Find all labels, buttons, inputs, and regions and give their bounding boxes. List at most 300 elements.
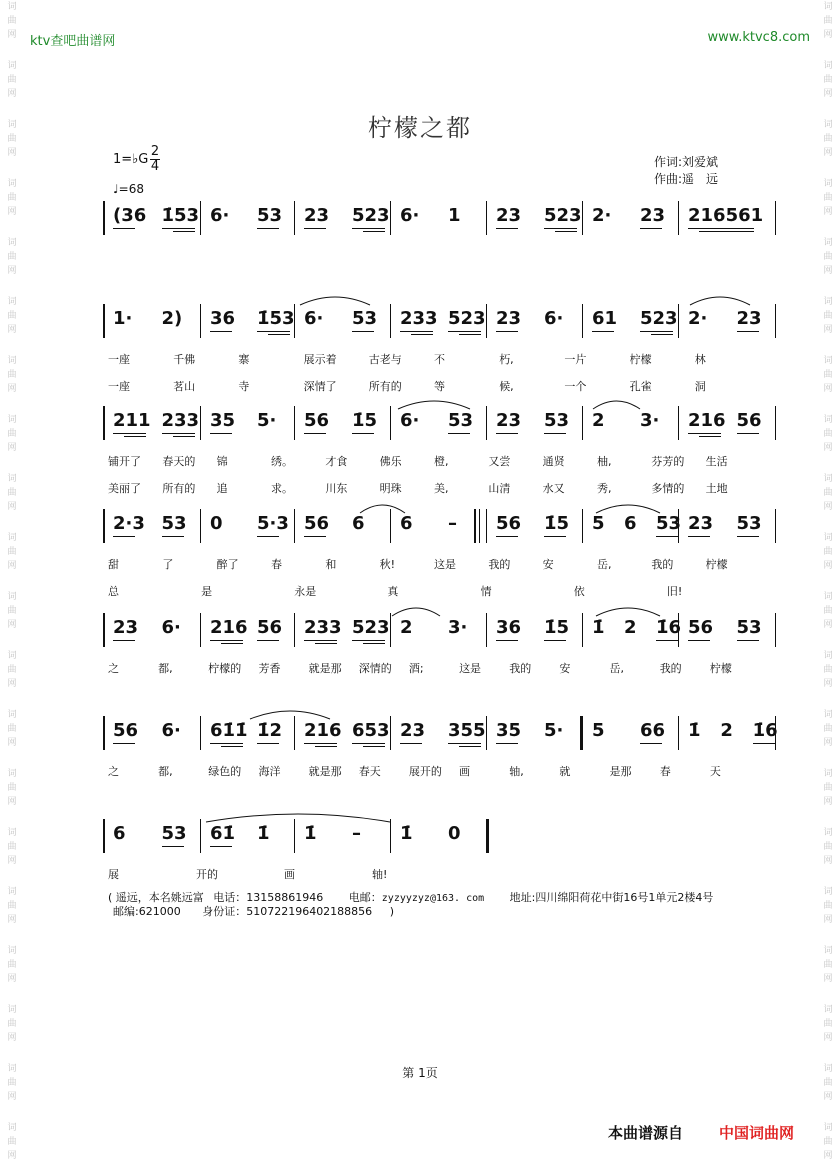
watermark-char: 曲: [823, 783, 833, 793]
note-group: 523: [352, 205, 390, 226]
note-group: 523: [448, 308, 486, 329]
note-beam-secondary: [315, 643, 337, 644]
watermark-char: 网: [7, 974, 17, 984]
note-group: 1̇: [400, 823, 413, 844]
note-beam: [496, 536, 518, 537]
watermark-char: 曲: [7, 193, 17, 203]
lyric-verse-1: 锦: [216, 455, 228, 468]
note-beam: [496, 433, 518, 434]
lyric-verse-1: 一座: [108, 353, 130, 366]
lyric-verse-1: 这是: [434, 558, 456, 571]
watermark-char: 网: [823, 679, 833, 689]
note-beam: [448, 433, 470, 434]
watermark-char: 网: [7, 266, 17, 276]
watermark-char: 词: [823, 120, 833, 130]
note-beam: [352, 743, 385, 744]
note-beam: [113, 228, 135, 229]
note-beam-secondary: [411, 334, 433, 335]
contact-id: 身份证：510722196402188856: [202, 905, 373, 918]
source-site-link[interactable]: 中国词曲网: [719, 1124, 795, 1142]
barline: [103, 304, 105, 338]
watermark-char: 曲: [7, 606, 17, 616]
lyric-verse-2: 追: [216, 482, 228, 495]
note-beam: [496, 640, 518, 641]
lyric-verse-1: 安: [559, 662, 571, 675]
barline: [390, 613, 391, 647]
lyric-verse-1: 我的: [659, 662, 682, 675]
lyric-verse-1: 才食: [325, 455, 348, 468]
note-beam: [210, 640, 243, 641]
lyric-verse-2: 美丽了: [108, 482, 141, 495]
watermark-char: 词: [823, 61, 833, 71]
barline: [486, 509, 487, 543]
note-group: 1̇5: [544, 513, 570, 534]
barline: [775, 406, 776, 440]
watermark-char: 曲: [7, 901, 17, 911]
note-beam: [210, 331, 232, 332]
lyric-verse-1: 是那: [609, 765, 632, 778]
contact-close-paren: ): [389, 905, 394, 918]
note-beam-secondary: [363, 231, 385, 232]
lyric-verse-2: 旧!: [666, 585, 683, 598]
lyric-verse-1: 海洋: [258, 765, 281, 778]
note-group: 3·: [640, 410, 660, 431]
note-group: 6·: [161, 720, 181, 741]
note-beam: [257, 331, 290, 332]
note-group: 6·: [210, 205, 230, 226]
note-group: 35: [496, 720, 522, 741]
watermark-char: 曲: [823, 724, 833, 734]
lyric-verse-1: 之: [108, 765, 119, 778]
watermark-char: 词: [7, 533, 17, 543]
lyric-verse-1: 这是: [459, 662, 482, 675]
note-beam: [400, 743, 422, 744]
lyric-verse-1: 芬芳的: [651, 455, 685, 468]
slur-mark: [250, 707, 330, 721]
note-group: 6·: [304, 308, 324, 329]
lyric-verse-2: 明珠: [379, 482, 402, 495]
lyric-verse-1: 一片: [564, 353, 587, 366]
lyric-verse-2: 深情了: [303, 380, 337, 393]
note-beam: [496, 331, 518, 332]
barline: [294, 201, 295, 235]
note-group: 53: [257, 205, 283, 226]
lyric-verse-2: 总: [108, 585, 119, 598]
barline: [103, 819, 105, 853]
note-group: 61̇1̇: [210, 720, 248, 741]
lyric-verse-1: 千佛: [173, 353, 196, 366]
barline: [200, 406, 201, 440]
note-beam: [257, 536, 279, 537]
note-beam: [210, 743, 243, 744]
watermark-char: 曲: [7, 1137, 17, 1147]
note-group: 1: [448, 205, 461, 226]
watermark-char: 网: [823, 207, 833, 217]
note-group: 23: [688, 513, 714, 534]
watermark-char: 词: [7, 1123, 17, 1133]
note-group: 5: [592, 513, 605, 534]
note-beam: [400, 331, 433, 332]
note-group: 53: [161, 513, 187, 534]
watermark-char: 曲: [823, 1137, 833, 1147]
contact-address: 地址:四川绵阳荷花中街16号1单元2楼4号: [509, 891, 714, 904]
watermark-char: 曲: [7, 724, 17, 734]
lyric-verse-1: 轴!: [372, 868, 388, 881]
lyric-verse-1: 柚,: [597, 455, 612, 468]
watermark-char: 曲: [7, 75, 17, 85]
watermark-char: 词: [823, 179, 833, 189]
lyric-verse-1: 寨: [238, 353, 250, 366]
lyric-verse-1: 酒;: [408, 662, 424, 675]
note-beam: [640, 743, 662, 744]
watermark-char: 网: [7, 207, 17, 217]
tempo-marking: ♩=68: [113, 182, 144, 196]
lyric-verse-2: 秀,: [597, 482, 612, 495]
watermark-char: 网: [823, 856, 833, 866]
note-beam: [448, 331, 481, 332]
watermark-char: 词: [7, 1005, 17, 1015]
barline: [775, 201, 776, 235]
note-beam-secondary: [699, 231, 754, 232]
note-beam-secondary: [221, 643, 243, 644]
note-group: 1̇: [592, 617, 605, 638]
watermark-char: 词: [823, 828, 833, 838]
note-group: 653: [352, 720, 390, 741]
watermark-char: 网: [7, 856, 17, 866]
watermark-char: 曲: [7, 311, 17, 321]
watermark-char: 曲: [823, 134, 833, 144]
lyric-verse-1: 铺开了: [108, 455, 141, 468]
lyric-verse-2: 洞: [694, 380, 706, 393]
watermark-char: 网: [7, 1033, 17, 1043]
note-group: 1̇6: [752, 720, 778, 741]
contact-postcode: 邮编:621000: [113, 905, 181, 918]
note-group: 233: [304, 617, 342, 638]
note-beam-secondary: [699, 436, 721, 437]
watermark-char: 词: [823, 356, 833, 366]
note-beam: [257, 640, 279, 641]
watermark-char: 曲: [823, 75, 833, 85]
watermark-char: 曲: [7, 1078, 17, 1088]
watermark-char: 曲: [823, 16, 833, 26]
note-group: 5·: [257, 410, 277, 431]
lyric-verse-1: 醉了: [216, 558, 239, 571]
note-beam-secondary: [459, 334, 481, 335]
note-group: 23: [400, 720, 426, 741]
note-beam: [304, 640, 337, 641]
lyric-verse-1: 柠檬: [705, 558, 728, 571]
lyric-verse-2: 情: [480, 585, 492, 598]
lyric-verse-1: 甜: [108, 558, 119, 571]
watermark-char: 曲: [823, 193, 833, 203]
barline: [294, 613, 295, 647]
barline: [582, 716, 583, 750]
watermark-char: 词: [823, 415, 833, 425]
note-beam: [496, 743, 518, 744]
barline: [390, 819, 391, 853]
note-beam: [737, 331, 759, 332]
note-beam: [656, 536, 678, 537]
watermark-char: 网: [823, 974, 833, 984]
note-group: 56: [688, 617, 714, 638]
repeat-barline: [474, 509, 476, 543]
note-group: 53: [544, 410, 570, 431]
barline: [103, 201, 105, 235]
note-group: 6·: [400, 410, 420, 431]
barline: [775, 613, 776, 647]
watermark-char: 曲: [7, 783, 17, 793]
note-beam-secondary: [651, 334, 673, 335]
note-beam: [162, 433, 195, 434]
note-group: 66: [640, 720, 666, 741]
note-group: 61̇: [210, 823, 236, 844]
contact-phone: 电话：13158861946: [213, 891, 324, 904]
song-title: 柠檬之都: [368, 114, 472, 142]
watermark-char: 网: [7, 915, 17, 925]
note-group: 56: [304, 513, 330, 534]
lyric-verse-2: 真: [387, 585, 399, 598]
time-signature: [150, 145, 160, 174]
note-group: 2·3: [113, 513, 145, 534]
barline: [678, 406, 679, 440]
note-group: 3·: [448, 617, 468, 638]
barline: [486, 304, 487, 338]
watermark-char: 词: [7, 179, 17, 189]
barline: [390, 201, 391, 235]
watermark-char: 曲: [7, 960, 17, 970]
note-group: 2: [592, 410, 605, 431]
note-beam: [737, 433, 759, 434]
barline: [200, 201, 201, 235]
watermark-char: 词: [7, 946, 17, 956]
note-group: 5·3: [257, 513, 289, 534]
note-group: –: [352, 823, 361, 844]
lyric-verse-2: 土地: [705, 482, 728, 495]
note-beam-secondary: [268, 334, 290, 335]
note-group: 36: [496, 617, 522, 638]
note-beam: [640, 331, 673, 332]
watermark-char: 网: [7, 1151, 17, 1161]
watermark-char: 词: [823, 887, 833, 897]
lyric-verse-1: 柠檬的: [208, 662, 242, 675]
watermark-char: 网: [823, 738, 833, 748]
note-group: 233: [400, 308, 438, 329]
barline: [294, 819, 295, 853]
note-group: 1̇: [688, 720, 701, 741]
lyric-verse-1: 就: [559, 765, 571, 778]
note-group: 23: [640, 205, 666, 226]
watermark-char: 词: [823, 769, 833, 779]
barline: [103, 406, 105, 440]
note-group: 1̇53: [257, 308, 295, 329]
lyric-verse-1: 春天: [358, 765, 381, 778]
note-group: 1̇: [304, 823, 317, 844]
note-beam: [257, 228, 279, 229]
slur-mark: [360, 501, 405, 515]
watermark-char: 网: [7, 797, 17, 807]
watermark-char: 词: [823, 238, 833, 248]
lyric-verse-2: 山清: [488, 482, 511, 495]
watermark-char: 曲: [823, 252, 833, 262]
barline: [294, 406, 295, 440]
watermark-char: 网: [823, 1033, 833, 1043]
barline: [103, 613, 105, 647]
note-beam: [656, 640, 678, 641]
note-beam-secondary: [221, 746, 243, 747]
time-signature-top: 2: [150, 144, 160, 159]
barline: [582, 304, 583, 338]
slur-mark: [392, 604, 440, 618]
lyric-verse-2: 一座: [108, 380, 130, 393]
barline: [103, 509, 105, 543]
lyric-verse-2: 永是: [294, 585, 317, 598]
watermark-char: 词: [7, 120, 17, 130]
note-group: 355: [448, 720, 486, 741]
repeat-barline: [479, 509, 480, 543]
lyric-verse-2: 美,: [434, 482, 449, 495]
lyric-verse-2: 所有的: [368, 380, 402, 393]
note-beam: [688, 433, 721, 434]
watermark-char: 网: [823, 148, 833, 158]
slur-mark: [593, 397, 640, 411]
watermark-char: 词: [7, 592, 17, 602]
watermark-char: 词: [823, 1064, 833, 1074]
note-group: 2: [624, 617, 637, 638]
lyric-verse-2: 一个: [564, 380, 587, 393]
watermark-char: 词: [823, 651, 833, 661]
note-beam-secondary: [173, 436, 195, 437]
watermark-char: 网: [823, 89, 833, 99]
note-group: 0: [210, 513, 223, 534]
repeat-barline: [580, 716, 582, 750]
note-group: 35: [210, 410, 236, 431]
barline: [775, 304, 776, 338]
lyric-verse-1: 我的: [488, 558, 511, 571]
lyric-verse-1: 春: [659, 765, 671, 778]
lyric-verse-2: 水又: [542, 482, 565, 495]
barline: [200, 509, 201, 543]
lyric-verse-2: 茗山: [173, 380, 196, 393]
note-beam: [210, 433, 232, 434]
note-group: 53: [161, 823, 187, 844]
right-watermark-strip: [820, 0, 836, 1169]
slur-mark: [596, 604, 660, 618]
watermark-char: 曲: [823, 311, 833, 321]
note-beam: [352, 331, 374, 332]
watermark-char: 词: [7, 474, 17, 484]
note-beam-secondary: [315, 746, 337, 747]
slur-mark: [206, 810, 390, 824]
note-beam: [737, 536, 759, 537]
contact-email-label: 电邮：: [348, 891, 382, 904]
note-beam: [544, 536, 566, 537]
watermark-char: 曲: [823, 488, 833, 498]
note-beam: [113, 640, 135, 641]
lyric-verse-1: 了: [162, 558, 174, 571]
note-group: 2: [400, 617, 413, 638]
note-beam: [448, 743, 481, 744]
contact-name: ( 遥远，本名姚远富: [108, 891, 204, 904]
note-beam: [352, 640, 385, 641]
note-group: 23: [496, 410, 522, 431]
key-signature: 1=♭G: [113, 152, 149, 167]
note-group: 53: [352, 308, 378, 329]
lyric-verse-1: 安: [542, 558, 554, 571]
lyric-verse-1: 朽,: [499, 353, 514, 366]
note-group: 56: [257, 617, 283, 638]
watermark-char: 词: [7, 356, 17, 366]
watermark-char: 词: [7, 769, 17, 779]
watermark-char: 曲: [823, 370, 833, 380]
lyric-verse-1: 都,: [158, 662, 173, 675]
watermark-char: 词: [823, 946, 833, 956]
note-group: 6·: [544, 308, 564, 329]
lyric-verse-1: 展示着: [303, 353, 337, 366]
lyric-verse-1: 柠檬: [629, 353, 652, 366]
note-group: 1̇6: [656, 617, 682, 638]
watermark-char: 网: [7, 30, 17, 40]
lyric-verse-1: 绿色的: [208, 765, 242, 778]
lyric-verse-1: 都,: [158, 765, 173, 778]
note-group: 1̇5: [352, 410, 378, 431]
lyric-verse-1: 林: [694, 353, 706, 366]
barline: [390, 716, 391, 750]
watermark-char: 曲: [7, 134, 17, 144]
note-group: 23: [496, 308, 522, 329]
lyric-verse-2: 求。: [271, 482, 293, 495]
note-group: 53: [736, 617, 762, 638]
slur-mark: [690, 293, 750, 307]
lyric-verse-1: 之: [108, 662, 119, 675]
lyric-verse-1: 岳,: [609, 662, 625, 675]
note-group: 56: [736, 410, 762, 431]
note-group: 5·: [544, 720, 564, 741]
watermark-char: 词: [823, 1005, 833, 1015]
watermark-char: 网: [823, 1092, 833, 1102]
watermark-char: 词: [7, 651, 17, 661]
watermark-char: 网: [823, 443, 833, 453]
lyric-verse-1: 绣。: [271, 455, 293, 468]
barline: [294, 509, 295, 543]
note-group: 1̇53: [161, 205, 200, 226]
watermark-char: 曲: [823, 842, 833, 852]
barline: [200, 716, 201, 750]
lyric-verse-1: 天: [709, 765, 721, 778]
note-beam-secondary: [363, 643, 385, 644]
note-group: 6: [352, 513, 365, 534]
header-site-link-right[interactable]: www.ktvc8.com: [707, 30, 810, 45]
barline: [678, 304, 679, 338]
note-group: 56: [496, 513, 522, 534]
note-beam-secondary: [173, 231, 195, 232]
lyric-verse-1: 芳香: [258, 662, 281, 675]
lyric-verse-2: 等: [434, 380, 445, 393]
watermark-char: 网: [7, 1092, 17, 1102]
header-site-link-left[interactable]: ktv查吧曲谱网: [30, 34, 116, 49]
note-beam: [113, 743, 135, 744]
watermark-char: 网: [7, 738, 17, 748]
watermark-char: 词: [7, 887, 17, 897]
watermark-char: 词: [7, 2, 17, 12]
note-beam-secondary: [555, 231, 577, 232]
barline: [200, 613, 201, 647]
watermark-char: 曲: [823, 901, 833, 911]
note-group: 2): [161, 308, 183, 329]
note-group: 6: [400, 513, 413, 534]
lyric-verse-1: 春: [271, 558, 282, 571]
lyric-verse-1: 不: [434, 353, 445, 366]
note-group: 211: [113, 410, 151, 431]
